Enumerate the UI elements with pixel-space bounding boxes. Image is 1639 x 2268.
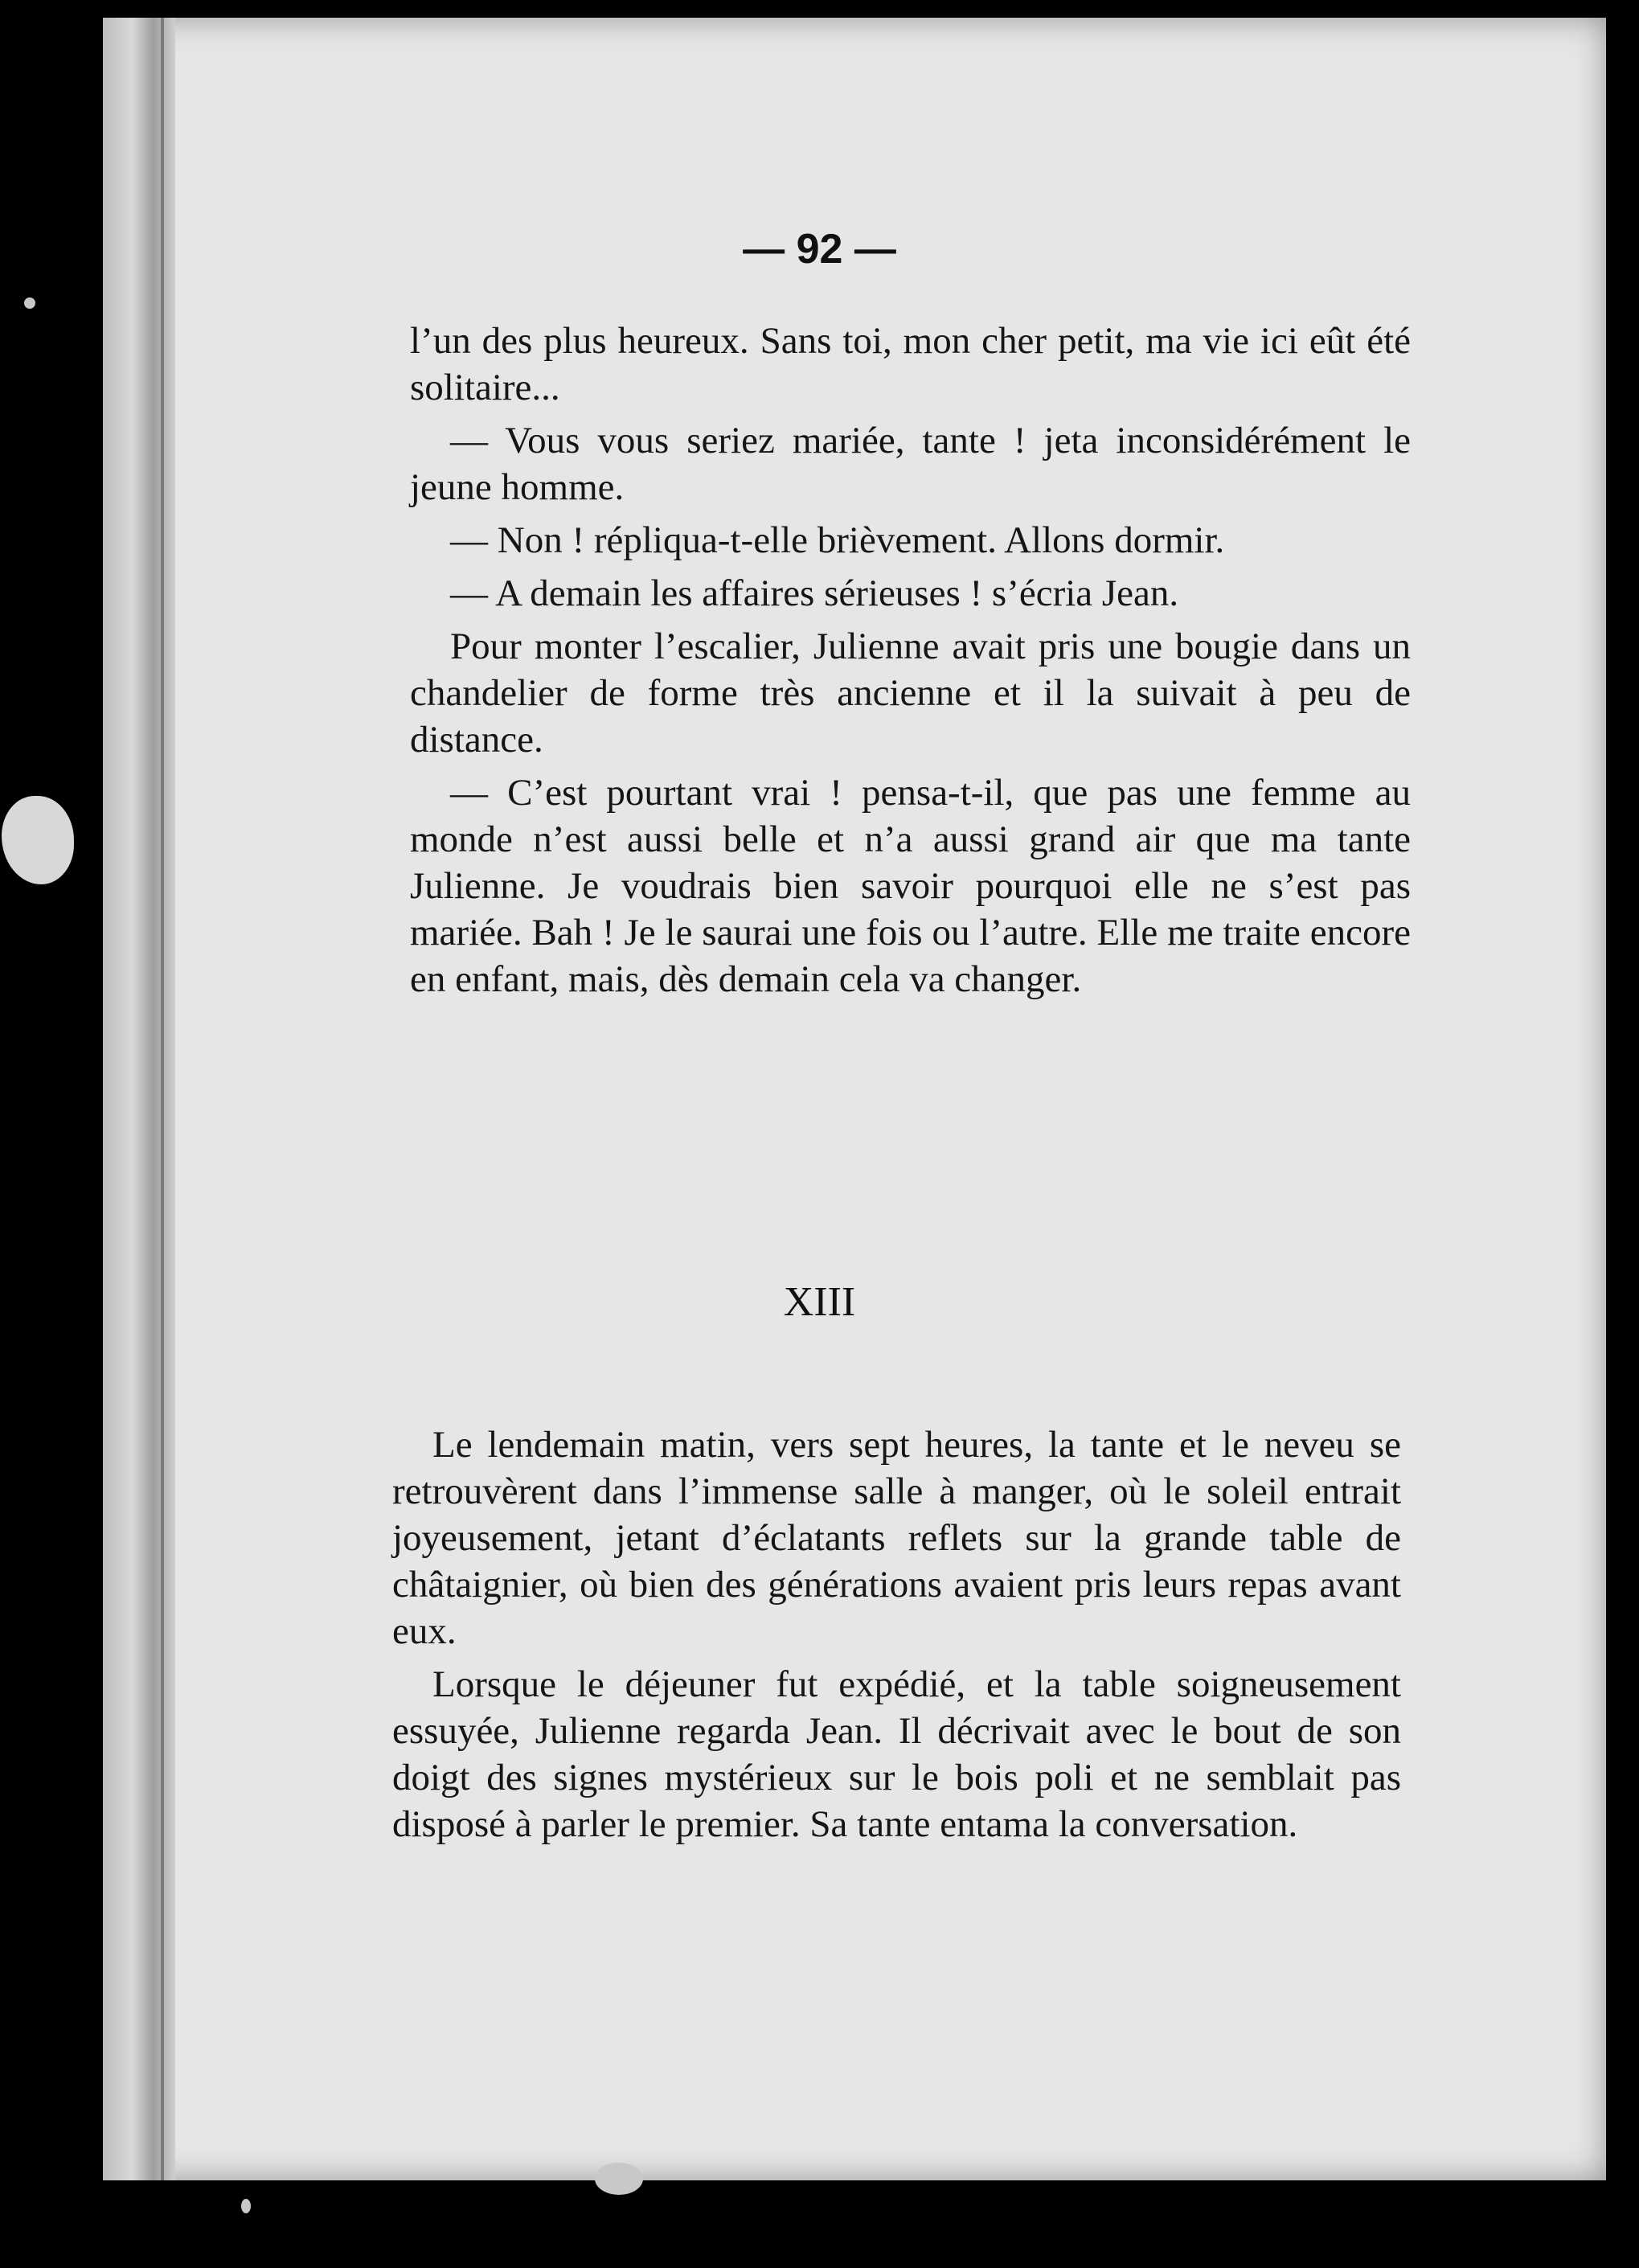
chapter-heading: XIII [783, 1279, 856, 1325]
paragraph: — Vous vous seriez mariée, tante ! jeta inconsidérément le jeune homme. [410, 420, 1411, 508]
paragraph: — C’est pourtant vrai ! pensa-t-il, que pas une femme au monde n’est aussi belle et n’a aussi grand air que ma tante Julienne. Je voudrais bien savoir pourquoi elle ne s’est pas mariée. Bah ! Je le saurai une fois ou l’autre. Elle me traite encore en enfant, mais, dès demain cela va changer. [410, 772, 1411, 1000]
binding-edge [161, 18, 164, 2180]
paragraph: Lorsque le déjeuner fut expédié, et la table soigneusement essuyée, Julienne regarda Jean. Il décrivait avec le bout de son doigt des signes mystérieux sur le bois poli et ne semblait pas disposé à parler le premier. Sa tante entama la conversation. [392, 1663, 1401, 1845]
speck [241, 2199, 251, 2213]
paper-tear [2, 796, 74, 884]
text-block-top [410, 318, 1411, 1009]
book-binding [103, 18, 175, 2180]
paragraph: Pour monter l’escalier, Julienne avait pris une bougie dans un chandelier de forme très ancienne et il la suivait à peu de distance. [410, 625, 1411, 761]
paragraph: l’un des plus heureux. Sans toi, mon cher petit, ma vie ici eût été solitaire... [410, 320, 1411, 408]
paragraph: — A demain les affaires sérieuses ! s’écria Jean. [450, 572, 1179, 614]
paragraph: — Non ! répliqua-t-elle brièvement. Allons dormir. [450, 519, 1225, 561]
text-block-bottom [392, 1421, 1401, 1854]
speck [24, 297, 35, 309]
page-number: — 92 — [743, 226, 896, 273]
paragraph: Le lendemain matin, vers sept heures, la tante et le neveu se retrouvèrent dans l’immense salle à manger, où le soleil entrait joyeusement, jetant d’éclatants reflets sur la grande table de châtaignier, où bien des générations avaient pris leurs repas avant eux. [392, 1424, 1401, 1652]
speck [595, 2163, 643, 2195]
